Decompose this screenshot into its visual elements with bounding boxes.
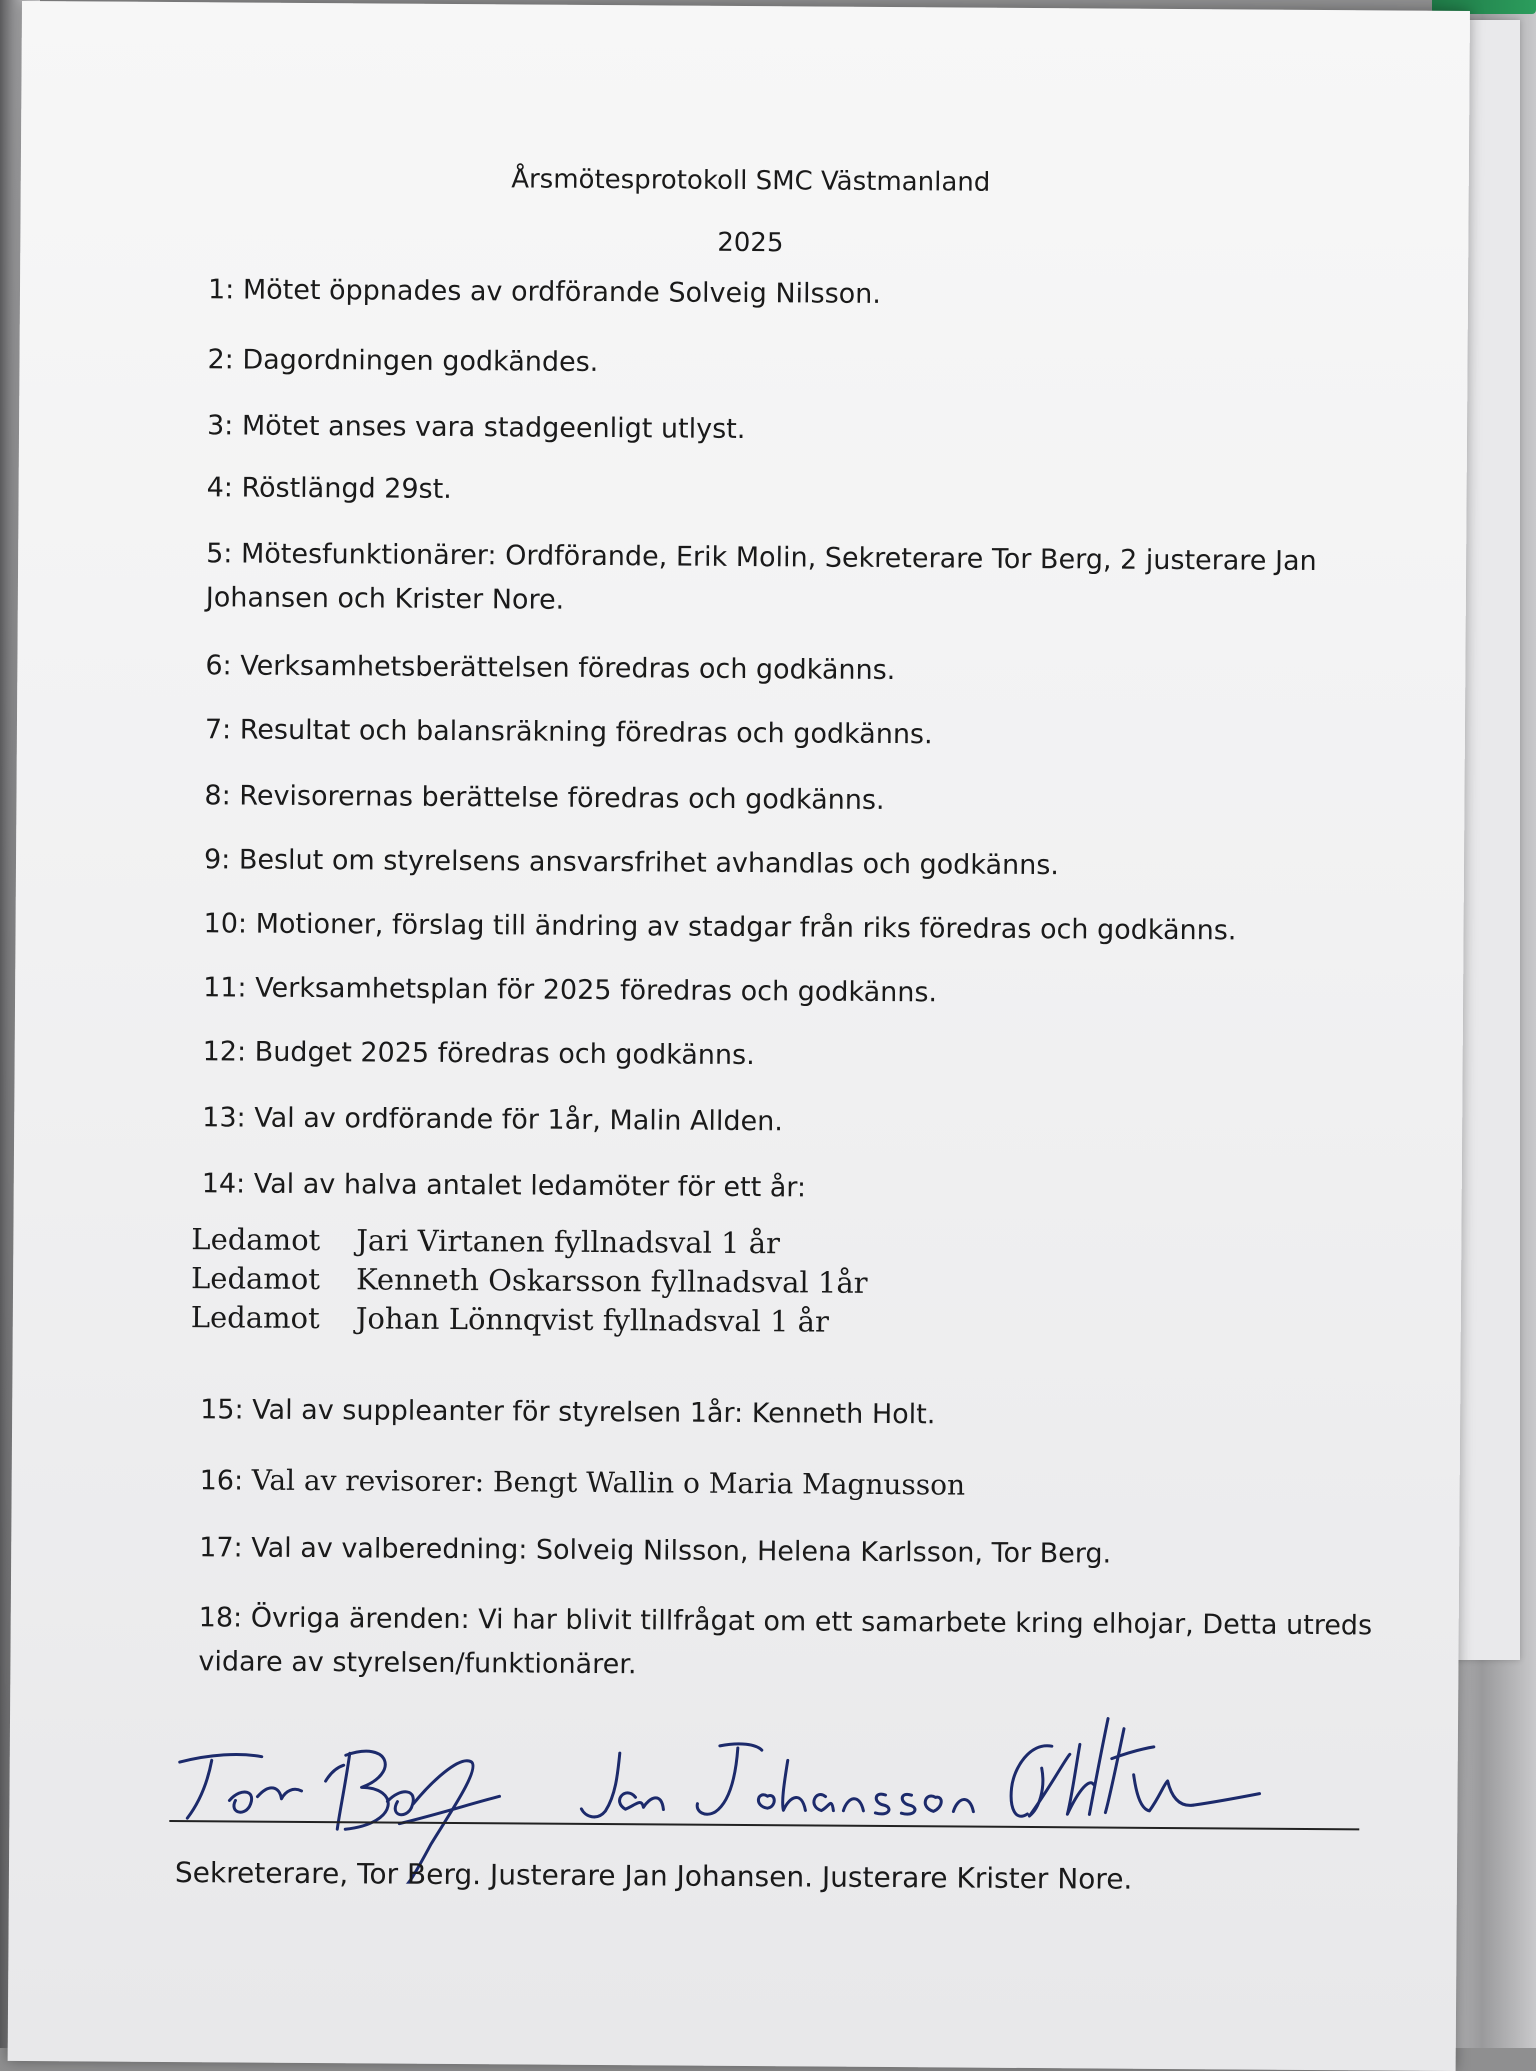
protocol-item-3 [207,404,1397,456]
item-text: Motioner, förslag till ändring av stadgar från riks föredras och godkänns. [255,908,1237,947]
signature-footer: Sekreterare, Tor Berg. Justerare Jan Johansen. Justerare Krister Nore. [174,1856,1133,1896]
item-text: Budget 2025 föredras och godkänns. [254,1036,755,1072]
protocol-item-9 [204,838,1394,890]
protocol-item-4 [206,466,1396,518]
protocol-item-12 [203,1030,1393,1082]
item-text: Beslut om styrelsens ansvarsfrihet avhandlas och godkänns. [238,844,1060,882]
protocol-item-1 [208,268,1398,320]
item-number: 1: [207,274,235,306]
protocol-item-8 [204,774,1394,826]
item-text: Val av valberedning: Solveig Nilsson, Helena Karlsson, Tor Berg. [251,1532,1112,1570]
document-page [8,1,1470,2071]
item-text: Mötet öppnades av ordförande Solveig Nilsson. [242,274,882,310]
item-text: Dagordningen godkändes. [242,344,599,378]
signature-jan-johansson [581,1743,974,1820]
member-role: Ledamot [191,1222,321,1258]
protocol-item-6 [205,644,1395,696]
protocol-item-18 [198,1596,1389,1692]
item-text: Övriga ärenden: Vi har blivit tillfrågat om ett samarbete kring elhojar, Detta utreds vidare av styrelsen/funktionärer. [198,1602,1373,1681]
protocol-item-17 [199,1526,1389,1578]
item-number: 12: [202,1036,247,1068]
item-number: 14: [201,1168,246,1200]
item-number: 16: [199,1465,244,1497]
member-row [191,1298,868,1342]
item-number: 17: [199,1532,243,1564]
protocol-item-7 [205,708,1395,760]
item-number: 7: [204,714,232,746]
member-role: Ledamot [190,1300,320,1336]
item-number: 9: [203,844,231,876]
member-name: Jari Virtanen fyllnadsval 1 år [356,1223,781,1261]
board-members-list [191,1220,868,1342]
document-year: 2025 [717,227,784,259]
item-number: 3: [206,410,234,442]
item-number: 10: [203,908,248,940]
item-number: 18: [198,1602,243,1634]
item-number: 5: [206,538,233,570]
item-text: Val av ordförande för 1år, Malin Allden. [254,1102,784,1138]
item-text: Val av halva antalet ledamöter för ett år: [253,1168,807,1204]
document-title: Årsmötesprotokoll SMC Västmanland [511,164,991,198]
item-text: Verksamhetsberättelsen föredras och godkänns. [240,650,896,687]
protocol-item-5 [206,532,1397,628]
item-text: Mötesfunktionärer: Ordförande, Erik Molin, Sekreterare Tor Berg, 2 justerare Jan Johansen och Krister Nore. [205,538,1317,616]
protocol-item-10 [203,902,1393,954]
item-number: 15: [200,1394,244,1426]
member-row [191,1220,868,1264]
item-number: 8: [204,780,231,812]
protocol-item-16 [200,1458,1390,1511]
item-text: Val av suppleanter för styrelsen 1år: Kenneth Holt. [252,1394,936,1431]
protocol-item-14 [202,1162,1392,1214]
protocol-item-11 [203,966,1393,1018]
item-text: Röstlängd 29st. [241,472,452,505]
item-text: Val av revisorer: Bengt Wallin o Maria Magnusson [251,1463,966,1502]
member-name: Johan Lönnqvist fyllnadsval 1 år [355,1301,829,1339]
item-text: Mötet anses vara stadgeenligt utlyst. [241,410,746,446]
item-number: 13: [202,1102,246,1134]
member-role: Ledamot [190,1261,321,1297]
protocol-item-15 [200,1388,1390,1440]
protocol-item-13 [202,1096,1392,1148]
protocol-item-2 [207,338,1397,390]
item-number: 6: [205,650,232,682]
signature-krister-nore [1011,1718,1260,1818]
member-name: Kenneth Oskarsson fyllnadsval 1år [355,1262,868,1300]
item-number: 4: [206,472,234,504]
item-text: Verksamhetsplan för 2025 föredras och godkänns. [255,972,938,1009]
item-number: 2: [207,344,234,376]
item-number: 11: [203,972,247,1004]
item-text: Resultat och balansräkning föredras och godkänns. [239,714,933,751]
item-text: Revisorernas berättelse föredras och godkänns. [239,780,885,816]
member-row [191,1259,868,1303]
